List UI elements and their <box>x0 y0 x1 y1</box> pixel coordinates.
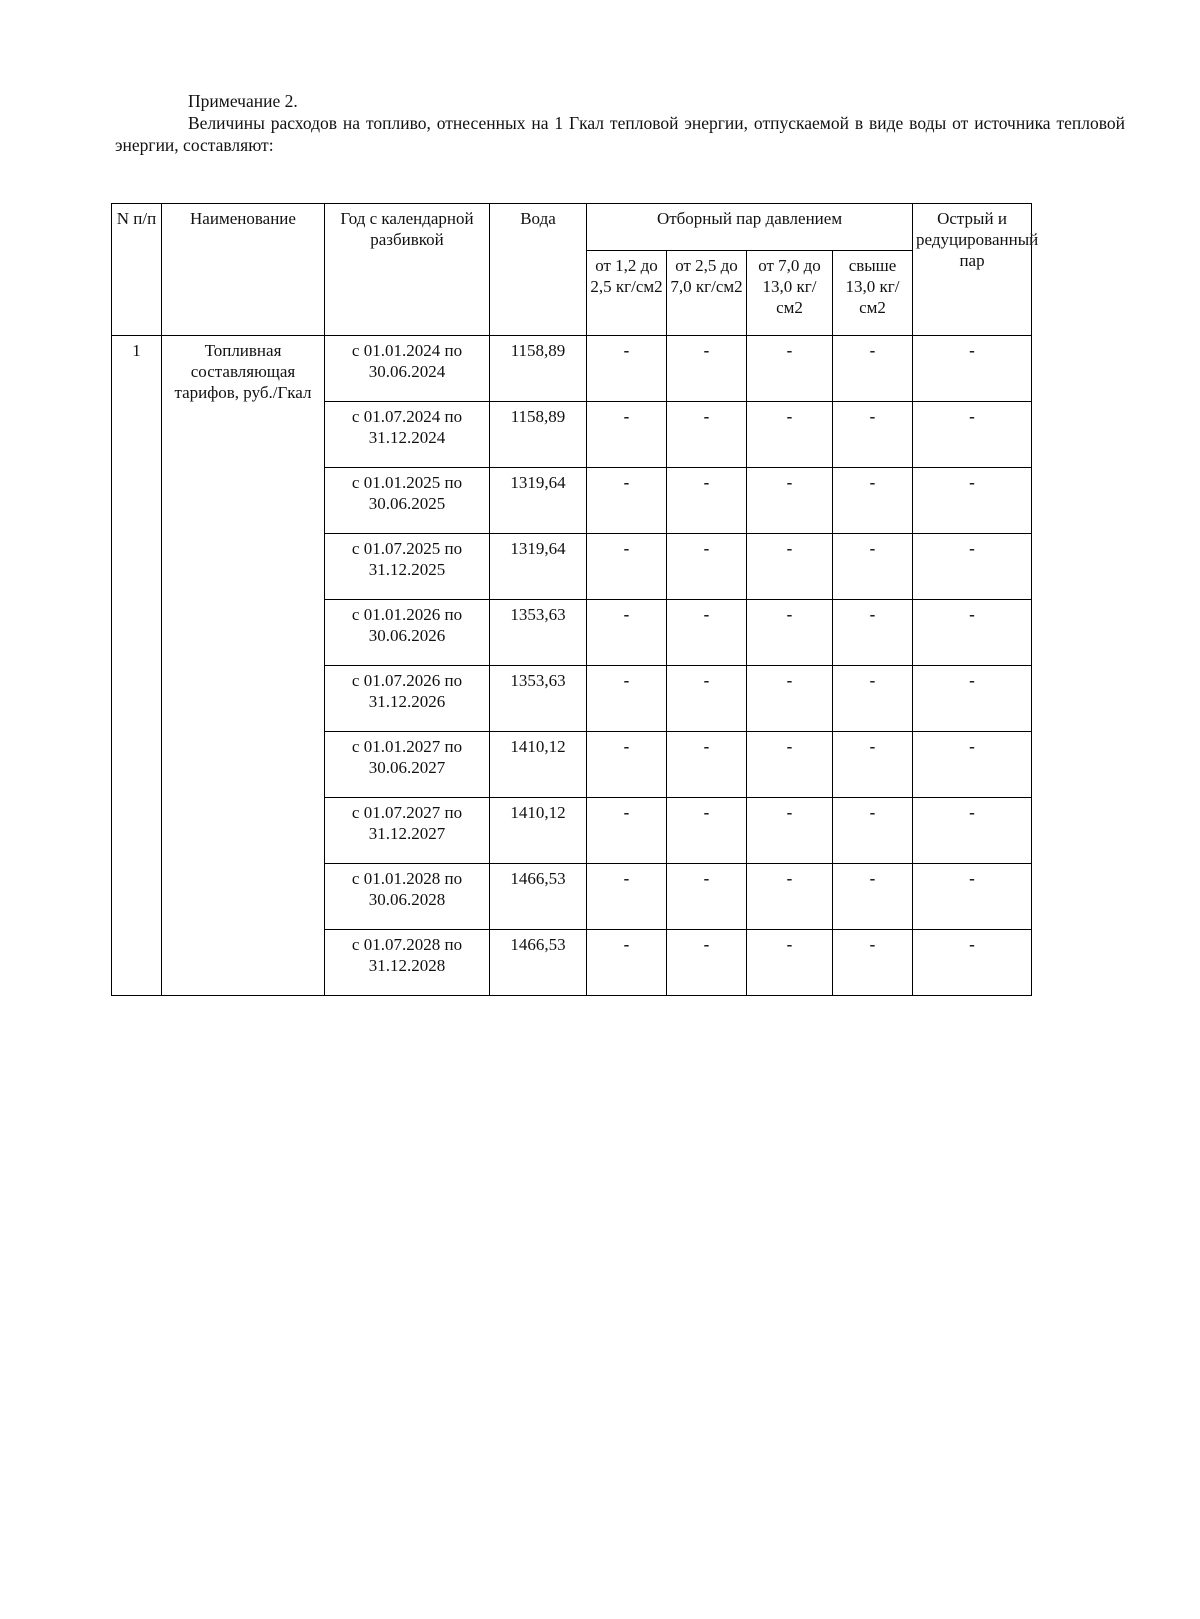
sharp-steam-value: - <box>913 930 1032 996</box>
steam-3-value: - <box>747 666 833 732</box>
fuel-cost-table <box>111 203 1039 996</box>
note-title: Примечание 2. <box>188 91 298 111</box>
period-cell: с 01.01.2027 по 30.06.2027 <box>325 732 490 798</box>
steam-4-value: - <box>833 864 913 930</box>
steam-3-value: - <box>747 336 833 402</box>
sharp-steam-value: - <box>913 468 1032 534</box>
steam-1-value: - <box>587 666 667 732</box>
item-name: Топливная составляющая тарифов, руб./Гкал <box>162 336 325 996</box>
steam-1-value: - <box>587 468 667 534</box>
steam-3-value: - <box>747 798 833 864</box>
header-sharp-steam: Острый и редуцированный пар <box>913 204 1032 336</box>
steam-1-value: - <box>587 336 667 402</box>
steam-4-value: - <box>833 732 913 798</box>
steam-4-value: - <box>833 666 913 732</box>
header-steam-4: свыше 13,0 кг/см2 <box>833 251 913 336</box>
header-period: Год с календарной разбивкой <box>325 204 490 336</box>
steam-4-value: - <box>833 336 913 402</box>
water-value: 1319,64 <box>490 468 587 534</box>
steam-4-value: - <box>833 600 913 666</box>
header-steam-2: от 2,5 до 7,0 кг/см2 <box>667 251 747 336</box>
steam-2-value: - <box>667 930 747 996</box>
period-cell: с 01.07.2024 по 31.12.2024 <box>325 402 490 468</box>
sharp-steam-value: - <box>913 666 1032 732</box>
water-value: 1158,89 <box>490 336 587 402</box>
period-cell: с 01.07.2026 по 31.12.2026 <box>325 666 490 732</box>
sharp-steam-value: - <box>913 336 1032 402</box>
steam-1-value: - <box>587 402 667 468</box>
period-cell: с 01.01.2024 по 30.06.2024 <box>325 336 490 402</box>
water-value: 1158,89 <box>490 402 587 468</box>
period-cell: с 01.07.2027 по 31.12.2027 <box>325 798 490 864</box>
header-steam-1: от 1,2 до 2,5 кг/см2 <box>587 251 667 336</box>
sharp-steam-value: - <box>913 402 1032 468</box>
steam-4-value: - <box>833 534 913 600</box>
item-number: 1 <box>112 336 162 996</box>
steam-1-value: - <box>587 534 667 600</box>
steam-3-value: - <box>747 930 833 996</box>
steam-2-value: - <box>667 732 747 798</box>
period-cell: с 01.01.2025 по 30.06.2025 <box>325 468 490 534</box>
steam-2-value: - <box>667 666 747 732</box>
note-block <box>115 90 1125 156</box>
period-cell: с 01.07.2025 по 31.12.2025 <box>325 534 490 600</box>
period-cell: с 01.01.2026 по 30.06.2026 <box>325 600 490 666</box>
header-steam-group: Отборный пар давлением <box>587 204 913 251</box>
steam-3-value: - <box>747 402 833 468</box>
header-row-top <box>112 204 1032 251</box>
sharp-steam-value: - <box>913 732 1032 798</box>
steam-3-value: - <box>747 600 833 666</box>
header-name: Наименование <box>162 204 325 336</box>
steam-1-value: - <box>587 732 667 798</box>
steam-1-value: - <box>587 600 667 666</box>
steam-2-value: - <box>667 798 747 864</box>
steam-2-value: - <box>667 336 747 402</box>
steam-3-value: - <box>747 864 833 930</box>
water-value: 1466,53 <box>490 930 587 996</box>
steam-1-value: - <box>587 930 667 996</box>
water-value: 1410,12 <box>490 732 587 798</box>
period-cell: с 01.01.2028 по 30.06.2028 <box>325 864 490 930</box>
steam-1-value: - <box>587 798 667 864</box>
sharp-steam-value: - <box>913 864 1032 930</box>
sharp-steam-value: - <box>913 798 1032 864</box>
sharp-steam-value: - <box>913 534 1032 600</box>
steam-2-value: - <box>667 468 747 534</box>
steam-2-value: - <box>667 864 747 930</box>
water-value: 1319,64 <box>490 534 587 600</box>
steam-2-value: - <box>667 402 747 468</box>
steam-3-value: - <box>747 732 833 798</box>
steam-4-value: - <box>833 468 913 534</box>
table-row <box>112 336 1032 402</box>
steam-4-value: - <box>833 402 913 468</box>
steam-3-value: - <box>747 468 833 534</box>
steam-4-value: - <box>833 798 913 864</box>
steam-2-value: - <box>667 600 747 666</box>
steam-2-value: - <box>667 534 747 600</box>
note-text: Величины расходов на топливо, отнесенных на 1 Гкал тепловой энергии, отпускаемой в виде воды от источника тепловой энергии, составляют: <box>115 113 1125 155</box>
period-cell: с 01.07.2028 по 31.12.2028 <box>325 930 490 996</box>
water-value: 1353,63 <box>490 600 587 666</box>
steam-1-value: - <box>587 864 667 930</box>
header-water: Вода <box>490 204 587 336</box>
header-num: N п/п <box>112 204 162 336</box>
steam-3-value: - <box>747 534 833 600</box>
header-steam-3: от 7,0 до 13,0 кг/см2 <box>747 251 833 336</box>
water-value: 1466,53 <box>490 864 587 930</box>
water-value: 1353,63 <box>490 666 587 732</box>
sharp-steam-value: - <box>913 600 1032 666</box>
steam-4-value: - <box>833 930 913 996</box>
water-value: 1410,12 <box>490 798 587 864</box>
